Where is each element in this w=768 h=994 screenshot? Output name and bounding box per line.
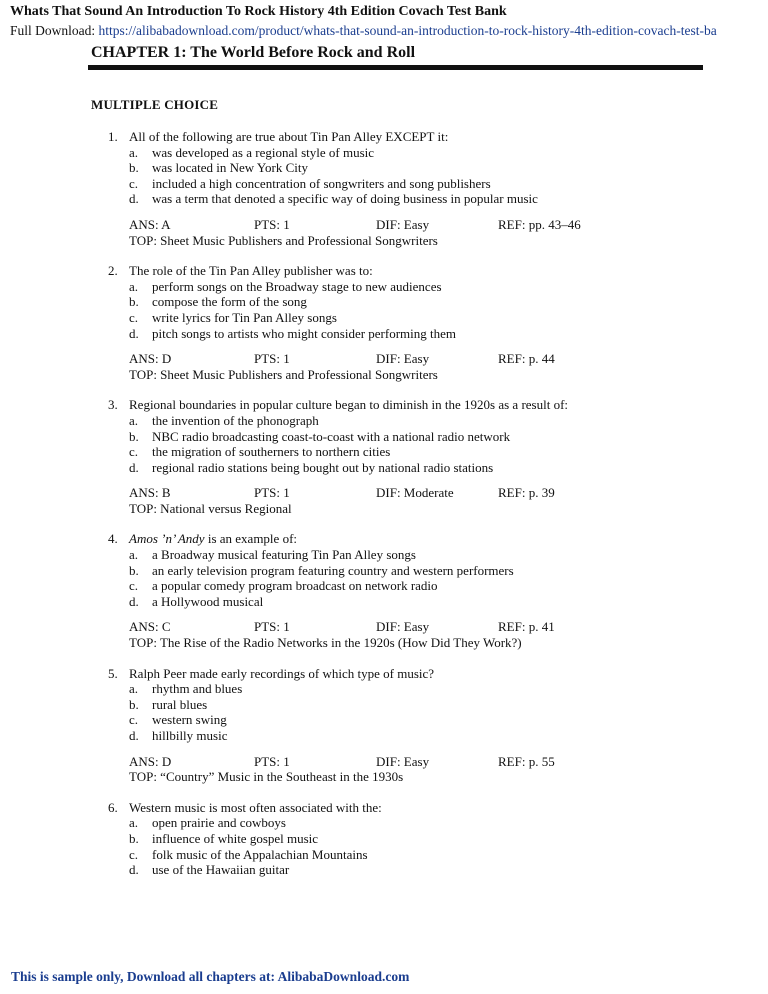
answer-option: [100, 697, 740, 713]
answer: ANS: C: [129, 619, 171, 635]
points: PTS: 1: [254, 351, 290, 367]
answer-option: [100, 862, 740, 878]
answer: ANS: D: [129, 351, 172, 367]
question-stem: All of the following are true about Tin Pan Alley EXCEPT it:: [129, 129, 449, 144]
difficulty: DIF: Easy: [376, 216, 430, 232]
program-title: Amos ’n’ Andy: [129, 531, 205, 547]
question: [100, 129, 740, 248]
question: [100, 800, 740, 878]
option-text: a Broadway musical featuring Tin Pan Alley songs: [152, 547, 416, 563]
section-title: MULTIPLE CHOICE: [91, 97, 219, 112]
answer-option: [100, 429, 740, 445]
option-letter: c.: [129, 309, 139, 325]
answer-option: [100, 563, 740, 579]
option-text: use of the Hawaiian guitar: [152, 862, 290, 878]
answer-option: [100, 145, 740, 161]
sample-footer[interactable]: This is sample only, Download all chapters at: AlibabaDownload.com: [11, 969, 410, 984]
answer-key: [100, 351, 740, 382]
topic: TOP: National versus Regional: [129, 500, 292, 516]
option-letter: c.: [129, 175, 139, 191]
answer: ANS: A: [129, 216, 171, 232]
question-number: 2.: [108, 263, 118, 279]
option-text: a popular comedy program broadcast on network radio: [152, 578, 438, 594]
answer-option: [100, 160, 740, 176]
option-text: was a term that denoted a specific way of doing business in popular music: [152, 191, 538, 207]
points: PTS: 1: [254, 485, 290, 501]
option-letter: b.: [129, 830, 139, 846]
answer: ANS: B: [129, 485, 171, 501]
option-letter: a.: [129, 278, 139, 294]
option-text: included a high concentration of songwriters and song publishers: [152, 175, 491, 191]
points: PTS: 1: [254, 619, 290, 635]
option-letter: b.: [129, 294, 139, 310]
answer-option: [100, 191, 740, 207]
reference: REF: p. 41: [498, 619, 555, 635]
option-text: regional radio stations being bought out by national radio stations: [152, 459, 494, 475]
option-letter: b.: [129, 562, 139, 578]
question: [100, 666, 740, 785]
question-number: 3.: [108, 397, 118, 413]
option-letter: c.: [129, 578, 139, 594]
question-stem: [129, 531, 740, 547]
document-header-title: Whats That Sound An Introduction To Rock History 4th Edition Covach Test Bank: [10, 4, 507, 19]
answer-option: [100, 279, 740, 295]
option-text: hillbilly music: [152, 728, 228, 743]
answer-option: [100, 681, 740, 697]
option-letter: b.: [129, 160, 139, 176]
option-letter: c.: [129, 444, 139, 460]
option-letter: d.: [129, 862, 139, 878]
question-number: 6.: [108, 799, 118, 815]
option-text: pitch songs to artists who might consider performing them: [152, 325, 457, 341]
option-text: NBC radio broadcasting coast-to-coast with a national radio network: [152, 428, 511, 444]
answer-key: [100, 619, 740, 650]
answer-option: [100, 460, 740, 476]
answer-option: [100, 831, 740, 847]
option-text: compose the form of the song: [152, 294, 307, 310]
question-stem: Western music is most often associated with the:: [129, 799, 382, 815]
answer-key: [100, 217, 740, 248]
option-text: western swing: [152, 712, 227, 728]
answer-option: [100, 310, 740, 326]
option-letter: d.: [129, 593, 139, 609]
question-list: [100, 129, 740, 893]
option-letter: a.: [129, 412, 139, 428]
difficulty: DIF: Easy: [376, 753, 430, 769]
answer-option: [100, 815, 740, 831]
option-text: the migration of southerners to northern cities: [152, 444, 391, 460]
full-download-link[interactable]: https://alibabadownload.com/product/whats-that-sound-an-introduction-to-rock-history-4th-edition-covach-test-ba: [98, 23, 717, 38]
topic: TOP: Sheet Music Publishers and Professional Songwriters: [129, 366, 438, 382]
chapter-title-rule: [88, 65, 703, 70]
option-text: rural blues: [152, 696, 208, 712]
difficulty: DIF: Easy: [376, 619, 430, 635]
option-letter: d.: [129, 325, 139, 341]
option-letter: a.: [129, 547, 139, 563]
question: [100, 531, 740, 650]
reference: REF: p. 55: [498, 753, 555, 769]
option-text: a Hollywood musical: [152, 593, 264, 609]
topic: TOP: Sheet Music Publishers and Professional Songwriters: [129, 232, 438, 248]
reference: REF: pp. 43–46: [498, 216, 581, 232]
option-letter: d.: [129, 459, 139, 475]
question-number: 4.: [108, 531, 118, 547]
option-text: write lyrics for Tin Pan Alley songs: [152, 309, 337, 325]
answer-option: [100, 728, 740, 744]
option-text: open prairie and cowboys: [152, 815, 286, 831]
points: PTS: 1: [254, 216, 290, 232]
option-text: was located in New York City: [152, 160, 308, 176]
option-text: folk music of the Appalachian Mountains: [152, 846, 368, 862]
option-text: an early television program featuring country and western performers: [152, 562, 514, 578]
option-letter: a.: [129, 144, 139, 160]
answer-option: [100, 547, 740, 563]
answer-option: [100, 578, 740, 594]
answer: ANS: D: [129, 753, 172, 769]
option-letter: d.: [129, 191, 139, 207]
chapter-title: CHAPTER 1: The World Before Rock and Roll: [91, 44, 416, 61]
question-number: 1.: [108, 129, 118, 144]
option-text: rhythm and blues: [152, 681, 243, 697]
difficulty: DIF: Easy: [376, 351, 430, 367]
reference: REF: p. 44: [498, 351, 555, 367]
option-letter: c.: [129, 846, 139, 862]
option-text: influence of white gospel music: [152, 830, 319, 846]
question-stem-rest: is an example of:: [204, 531, 298, 547]
answer-option: [100, 326, 740, 342]
question: [100, 397, 740, 516]
points: PTS: 1: [254, 753, 290, 769]
question-stem: Regional boundaries in popular culture began to diminish in the 1920s as a result of:: [129, 397, 569, 413]
answer-key: [100, 754, 740, 785]
answer-option: [100, 294, 740, 310]
option-letter: b.: [129, 696, 139, 712]
full-download-label: Full Download:: [10, 23, 96, 38]
answer-option: [100, 712, 740, 728]
question-stem: The role of the Tin Pan Alley publisher was to:: [129, 263, 373, 279]
reference: REF: p. 39: [498, 485, 555, 501]
option-text: the invention of the phonograph: [152, 412, 319, 428]
question: [100, 263, 740, 382]
question-stem: Ralph Peer made early recordings of which type of music?: [129, 665, 435, 681]
answer-key: [100, 485, 740, 516]
question-number: 5.: [108, 665, 118, 681]
option-letter: d.: [129, 728, 139, 743]
option-letter: a.: [129, 815, 139, 831]
option-letter: b.: [129, 428, 139, 444]
answer-option: [100, 847, 740, 863]
difficulty: DIF: Moderate: [376, 485, 454, 501]
topic: TOP: “Country” Music in the Southeast in the 1930s: [129, 769, 404, 785]
answer-option: [100, 176, 740, 192]
answer-option: [100, 413, 740, 429]
option-text: perform songs on the Broadway stage to new audiences: [152, 278, 442, 294]
option-letter: c.: [129, 712, 139, 728]
full-download-line: [10, 23, 768, 39]
option-letter: a.: [129, 681, 139, 697]
answer-option: [100, 594, 740, 610]
answer-option: [100, 444, 740, 460]
option-text: was developed as a regional style of music: [152, 144, 375, 160]
topic: TOP: The Rise of the Radio Networks in the 1920s (How Did They Work?): [129, 635, 522, 651]
